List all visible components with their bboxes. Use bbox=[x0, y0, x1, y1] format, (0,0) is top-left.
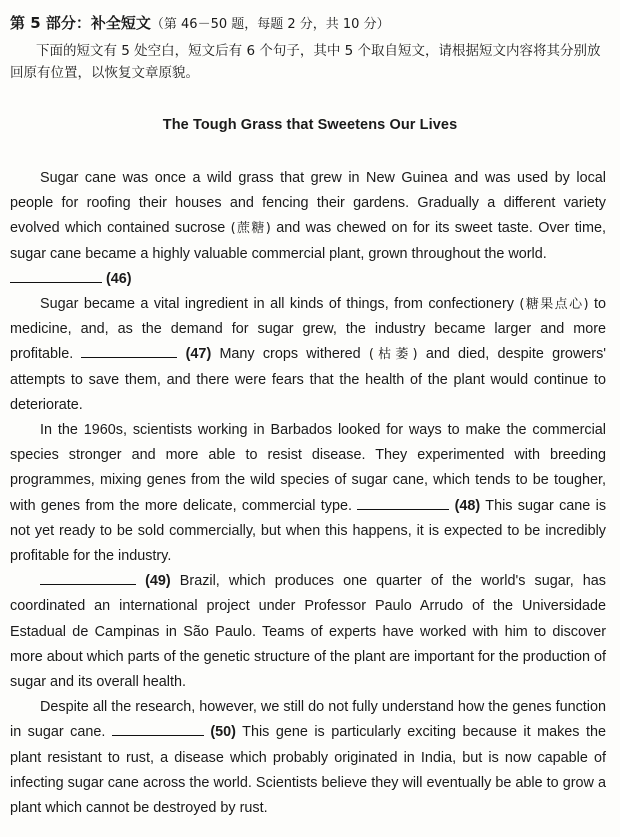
paragraph-text: Sugar became a vital ingredient in all kinds of things, from confectionery bbox=[40, 296, 520, 313]
paragraph-text: and died, despite growers' attempts to save them, and there were fears that the health of the plant would continue to deteriorate. bbox=[10, 346, 607, 413]
paragraph-2 bbox=[10, 292, 606, 418]
section-instructions: 下面的短文有 5 处空白，短文后有 6 个句子，其中 5 个取自短文，请根据短文内容将其分别放回原有位置，以恢复文章原貌。 bbox=[10, 43, 601, 81]
answer-blank-49[interactable] bbox=[40, 570, 136, 585]
question-number-49: (49) bbox=[145, 573, 171, 590]
paragraph-text: This sugar cane is not yet ready to be sold commercially, but when this happens, it is expected to be incredibly profitable for the industry. bbox=[10, 497, 607, 565]
chinese-gloss: (糖果点心) bbox=[519, 297, 589, 313]
article-title: The Tough Grass that Sweetens Our Lives bbox=[162, 117, 458, 133]
chinese-gloss: (蔗糖) bbox=[230, 221, 271, 237]
paragraph-text: Brazil, which produces one quarter of the world's sugar, has coordinated an international project under Professor Paulo Arrudo of the Universidade Estadual de Campinas in São Paulo. Teams of experts have worked with him to discover more about which parts of the genetic structure of the plant are important for the production of sugar and its overall health. bbox=[10, 573, 607, 691]
paragraph-text: to medicine, and, as the demand for sugar grew, the industry became larger and more profitable. bbox=[10, 296, 606, 363]
question-number-48: (48) bbox=[454, 497, 481, 514]
chinese-gloss: (枯萎) bbox=[368, 347, 418, 363]
paragraph-text: Sugar cane was once a wild grass that grew in New Guinea and was used by local people for roofing their houses and fencing their gardens. Gradually a different variety evolved which contained sucrose bbox=[10, 170, 606, 237]
question-number-46: (46) bbox=[106, 270, 132, 287]
answer-blank-47[interactable] bbox=[81, 343, 177, 358]
paragraph-text: Many crops withered bbox=[211, 346, 369, 363]
answer-blank-50[interactable] bbox=[112, 721, 204, 736]
answer-blank-48[interactable] bbox=[357, 495, 449, 510]
question-number-50: (50) bbox=[210, 724, 236, 741]
answer-blank-46[interactable] bbox=[10, 268, 102, 283]
paragraph-1 bbox=[10, 166, 606, 267]
section-scoring-note: （第 46－50 题，每题 2 分，共 10 分） bbox=[150, 17, 390, 32]
question-number-47: (47) bbox=[185, 346, 212, 363]
paragraph-5 bbox=[10, 695, 606, 821]
question-46-line bbox=[10, 267, 606, 292]
paragraph-text: Despite all the research, however, we still do not fully understand how the genes function in sugar cane. bbox=[10, 699, 606, 741]
section-title: 第 5 部分：补全短文 bbox=[10, 14, 151, 32]
paragraph-text: This gene is particularly exciting because it makes the plant resistant to rust, a disease which probably originated in India, but is now capable of infecting sugar cane across the world. Scientists believe they will eventually be able to grow a plant which cannot be destroyed by rust. bbox=[10, 724, 606, 817]
paragraph-3 bbox=[10, 418, 606, 569]
paragraph-text: In the 1960s, scientists working in Barbados looked for ways to make the commercial species stronger and more able to resist disease. They experimented with breeding programmes, mixing genes from the wild species of sugar cane, which tends to be tougher, with genes from the more delicate, commercial type. bbox=[10, 422, 606, 514]
section-header bbox=[10, 12, 610, 33]
paragraph-text: and was chewed on for its sweet taste. Over time, sugar cane became a highly valuable commercial plant, grown throughout the world. bbox=[10, 220, 606, 262]
article-body bbox=[10, 166, 606, 821]
paragraph-4 bbox=[10, 569, 606, 695]
